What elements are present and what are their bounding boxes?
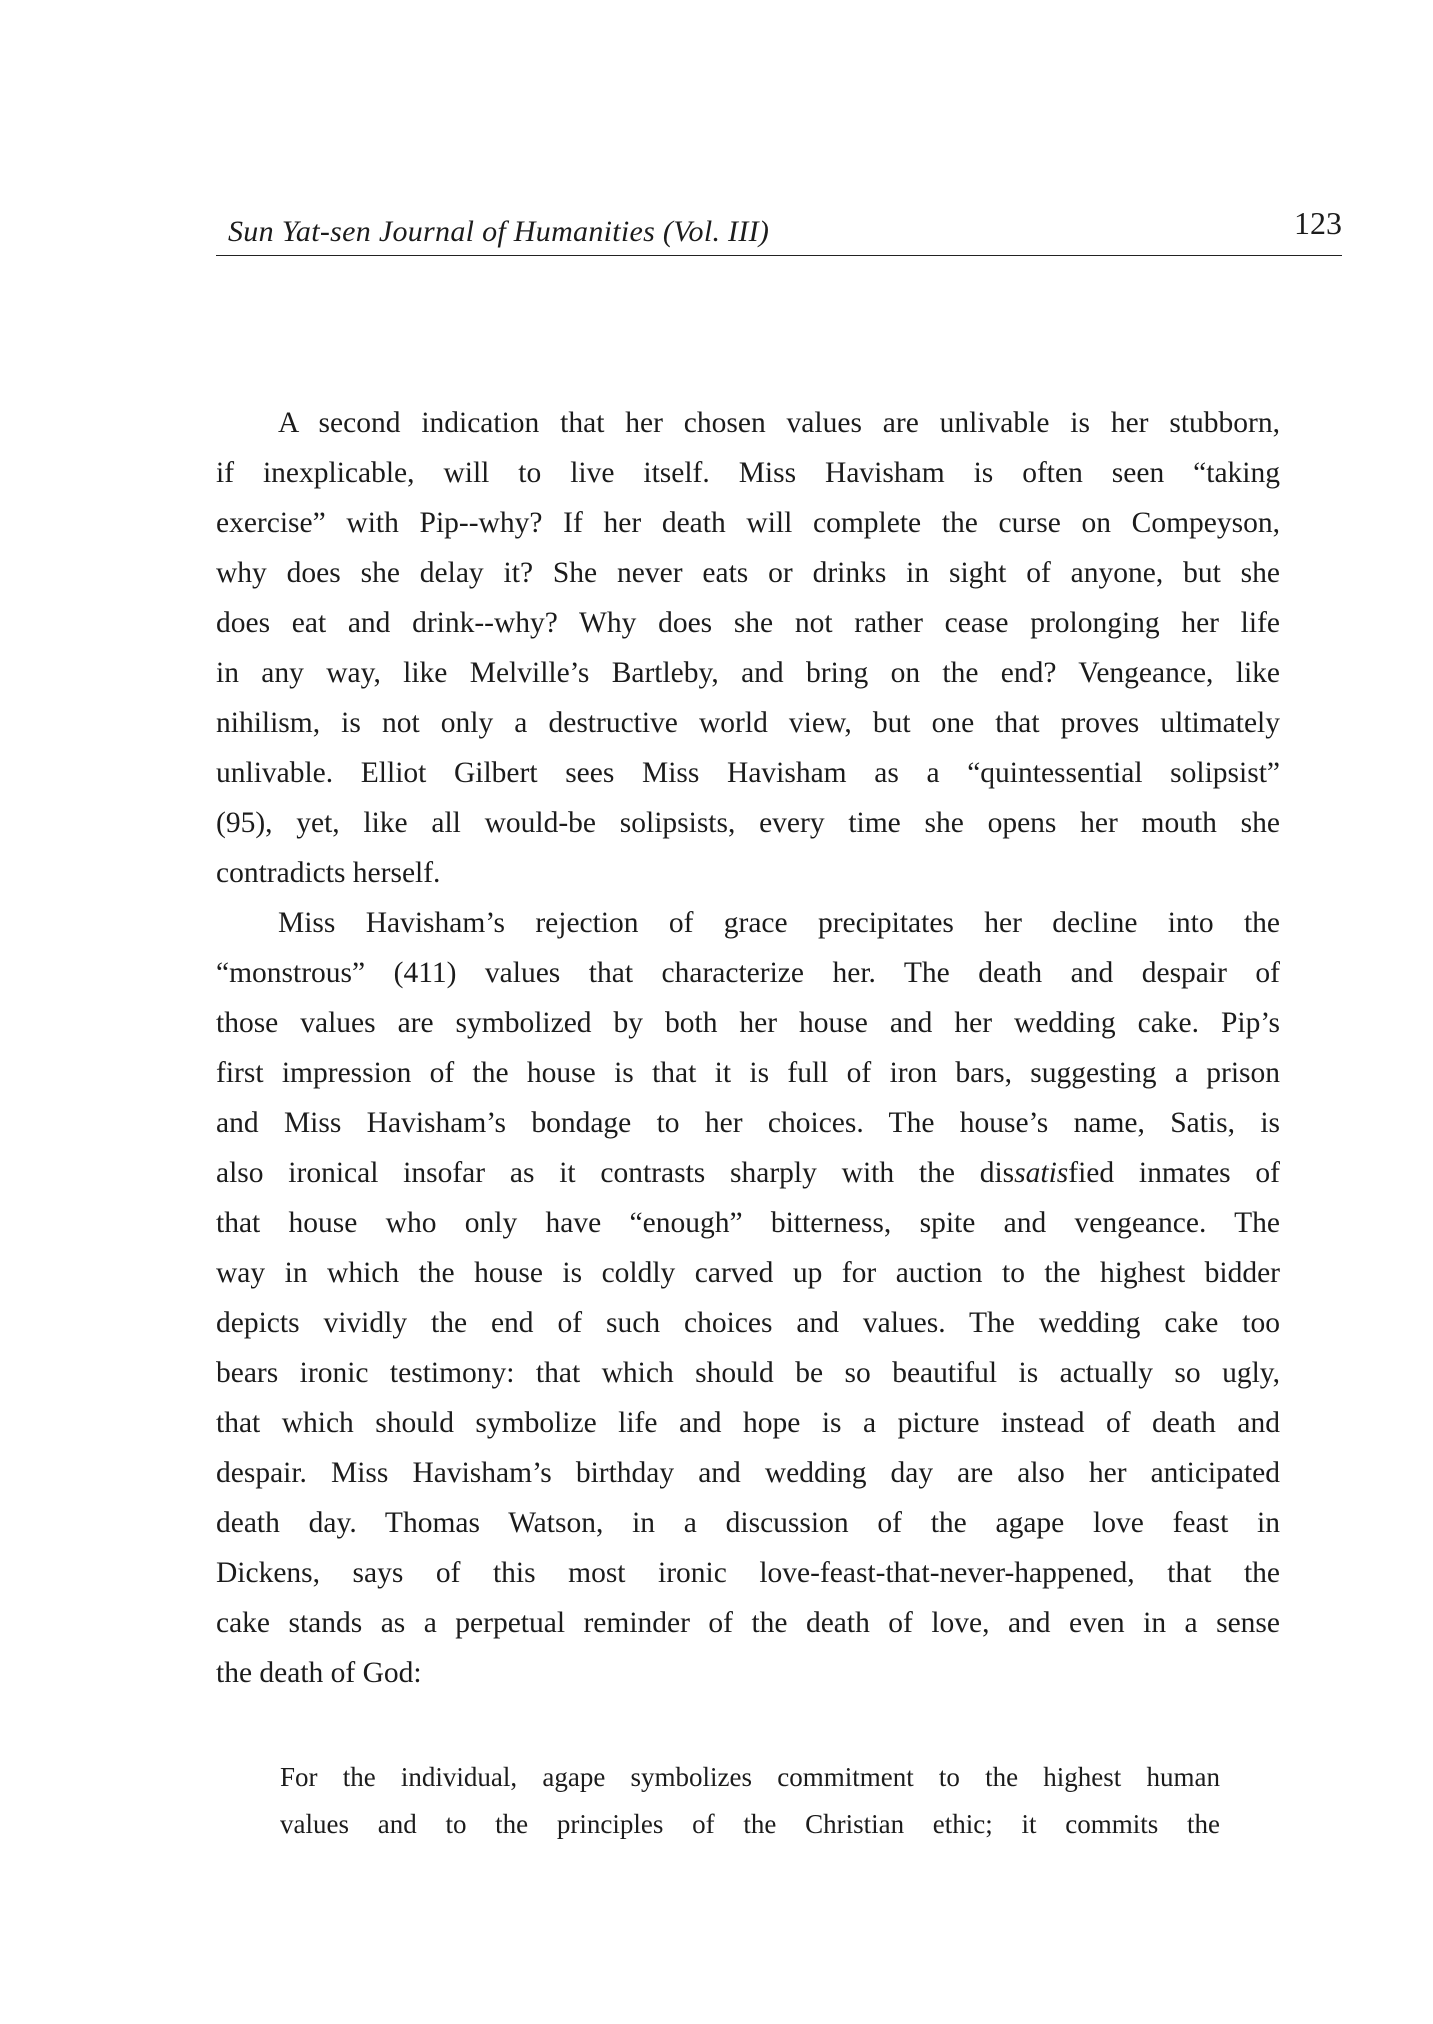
paragraph-2-line: that house who only have “enough” bitterness, spite and vengeance. The xyxy=(216,1207,1280,1239)
text-segment: also ironical insofar as it contrasts sharply with the dis xyxy=(216,1157,1015,1189)
paragraph-2-line: way in which the house is coldly carved up for auction to the highest bidder xyxy=(216,1257,1280,1289)
paragraph-2-line: and Miss Havisham’s bondage to her choices. The house’s name, Satis, is xyxy=(216,1107,1280,1139)
paragraph-2-line: death day. Thomas Watson, in a discussion of the agape love feast in xyxy=(216,1507,1280,1539)
paragraph-1-line: contradicts herself. xyxy=(216,857,441,889)
paragraph-2-line: that which should symbolize life and hope is a picture instead of death and xyxy=(216,1407,1280,1439)
paragraph-2-line: the death of God: xyxy=(216,1657,422,1689)
text-segment: fied inmates of xyxy=(1068,1157,1280,1189)
paragraph-2-line: despair. Miss Havisham’s birthday and wedding day are also her anticipated xyxy=(216,1457,1280,1489)
paragraph-2-line: bears ironic testimony: that which should be so beautiful is actually so ugly, xyxy=(216,1357,1280,1389)
paragraph-1-line: why does she delay it? She never eats or drinks in sight of anyone, but she xyxy=(216,557,1280,589)
paragraph-1-line: does eat and drink--why? Why does she not rather cease prolonging her life xyxy=(216,607,1280,639)
paragraph-2-line: cake stands as a perpetual reminder of the death of love, and even in a sense xyxy=(216,1607,1280,1639)
paragraph-2-line: Miss Havisham’s rejection of grace precipitates her decline into the xyxy=(278,907,1280,939)
paragraph-2-line xyxy=(216,1155,1280,1191)
paragraph-2-line: “monstrous” (411) values that characterize her. The death and despair of xyxy=(216,957,1280,989)
page-number: 123 xyxy=(1294,205,1342,241)
paragraph-1-line: if inexplicable, will to live itself. Miss Havisham is often seen “taking xyxy=(216,457,1280,489)
block-quote-line: values and to the principles of the Christian ethic; it commits the xyxy=(280,1809,1220,1839)
emphasized-text: satis xyxy=(1014,1157,1069,1189)
paragraph-1-line: A second indication that her chosen values are unlivable is her stubborn, xyxy=(278,407,1280,439)
running-header xyxy=(216,205,1342,256)
paragraph-1-line: in any way, like Melville’s Bartleby, and bring on the end? Vengeance, like xyxy=(216,657,1280,689)
journal-title: Sun Yat-sen Journal of Humanities (Vol. III) xyxy=(228,215,770,248)
block-quote-line: For the individual, agape symbolizes commitment to the highest human xyxy=(280,1762,1220,1792)
paragraph-1-line: (95), yet, like all would-be solipsists, every time she opens her mouth she xyxy=(216,807,1280,839)
paragraph-2-line: those values are symbolized by both her house and her wedding cake. Pip’s xyxy=(216,1007,1280,1039)
paragraph-2-line: depicts vividly the end of such choices and values. The wedding cake too xyxy=(216,1307,1280,1339)
paragraph-1-line: exercise” with Pip--why? If her death will complete the curse on Compeyson, xyxy=(216,507,1280,539)
paragraph-1-line: nihilism, is not only a destructive world view, but one that proves ultimately xyxy=(216,707,1280,739)
paragraph-2-line: Dickens, says of this most ironic love-feast-that-never-happened, that the xyxy=(216,1557,1280,1589)
paragraph-2-line: first impression of the house is that it is full of iron bars, suggesting a prison xyxy=(216,1057,1280,1089)
paragraph-1-line: unlivable. Elliot Gilbert sees Miss Havisham as a “quintessential solipsist” xyxy=(216,757,1280,789)
